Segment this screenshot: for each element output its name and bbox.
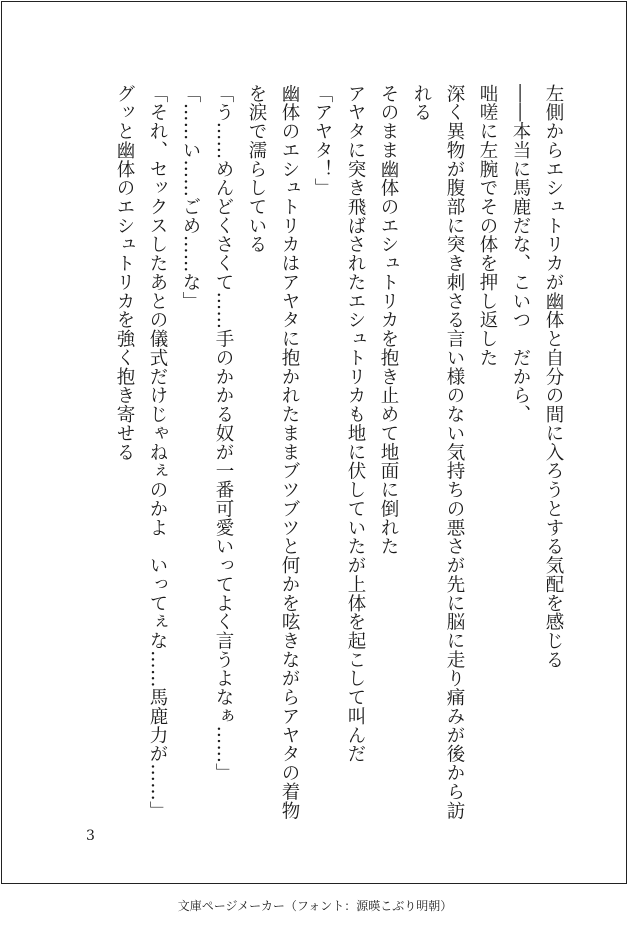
text-line: そのまま幽体のエシュトリカを抱き止めて地面に倒れた <box>378 84 399 556</box>
text-line: 深く異物が腹部に突き刺さる言い様のない気持ちの悪さが先に脳に走り痛みが後から訪れる <box>411 84 465 820</box>
footer-credit: 文庫ページメーカー（フォント：源暎こぶり明朝） <box>177 899 453 913</box>
text-line: 「アヤタ！」 <box>312 84 333 198</box>
text-line: 幽体のエシュトリカはアヤタに抱かれたままブツブツと何かを呟きながらアヤタの着物を涙で濡らしている <box>246 84 300 820</box>
vertical-text-body <box>70 84 570 824</box>
text-line: 「う……めんどくさくて……手のかかる奴が一番可愛いってよく言うよなぁ……」 <box>213 84 234 783</box>
text-line: グッと幽体のエシュトリカを強く抱き寄せる <box>114 84 135 462</box>
text-line: 咄嗟に左腕でその体を押し返した <box>477 84 498 368</box>
text-line: 「……い……ごめ……な」 <box>180 84 201 311</box>
text-line: アヤタに突き飛ばされたエシュトリカも地に伏していたが上体を起こして叫んだ <box>345 84 366 764</box>
text-line: ――本当に馬鹿だな、こいつ だから、 <box>510 84 531 424</box>
page-number: 3 <box>86 828 95 844</box>
page-frame <box>1 1 627 884</box>
text-line: 左側からエシュトリカが幽体と自分の間に入ろうとする気配を感じる <box>543 84 564 669</box>
text-line: 「それ、セックスしたあとの儀式だけじゃねぇのかよ いってぇな……馬鹿力が……」 <box>147 84 168 820</box>
